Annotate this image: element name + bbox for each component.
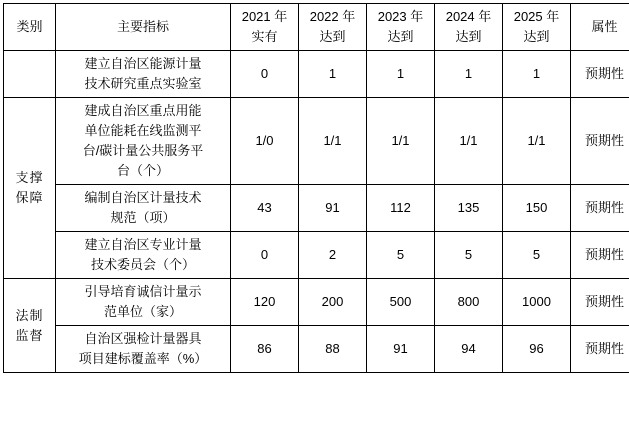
header-year-2021-line-2: 实有 — [251, 29, 278, 44]
indicator-line: 台（个） — [116, 163, 169, 178]
value-2023: 1 — [367, 51, 435, 98]
indicator-cell — [56, 185, 231, 232]
header-year-2022-line-2: 达到 — [319, 29, 346, 44]
table-row — [4, 51, 629, 98]
indicator-line: 自治区强检计量器具 — [84, 331, 202, 346]
header-category — [4, 4, 56, 51]
header-year-2021-line-1: 2021 年 — [241, 9, 288, 24]
value-2024: 800 — [435, 279, 503, 326]
indicator-line: 技术委员会（个） — [90, 257, 195, 272]
value-2025: 150 — [503, 185, 571, 232]
value-2022: 200 — [299, 279, 367, 326]
indicator-line: 台/碳计量公共服务平 — [82, 143, 204, 158]
table-row — [4, 98, 629, 185]
indicator-table — [3, 3, 629, 373]
table-body — [4, 51, 629, 373]
header-year-2025 — [503, 4, 571, 51]
header-year-2021 — [231, 4, 299, 51]
header-indicator — [56, 4, 231, 51]
value-2024: 5 — [435, 232, 503, 279]
indicator-line: 建立自治区能源计量 — [84, 56, 202, 71]
value-2025: 1000 — [503, 279, 571, 326]
indicator-line: 项目建标覆盖率（%） — [78, 351, 208, 366]
value-2023: 1/1 — [367, 98, 435, 185]
value-2023: 500 — [367, 279, 435, 326]
indicator-line: 单位能耗在线监测平 — [84, 123, 202, 138]
category-line: 支撑 — [15, 170, 44, 185]
table-row — [4, 185, 629, 232]
indicator-cell — [56, 98, 231, 185]
attribute-cell: 预期性 — [571, 232, 629, 279]
indicator-line: 技术研究重点实验室 — [84, 76, 202, 91]
indicator-line: 建成自治区重点用能 — [84, 103, 202, 118]
header-attribute — [571, 4, 629, 51]
header-year-2025-line-1: 2025 年 — [513, 9, 560, 24]
table-row — [4, 326, 629, 373]
indicator-cell — [56, 51, 231, 98]
value-2022: 1 — [299, 51, 367, 98]
indicator-line: 引导培育诚信计量示 — [84, 284, 202, 299]
value-2023: 112 — [367, 185, 435, 232]
indicator-line: 建立自治区专业计量 — [84, 237, 202, 252]
category-cell-support — [4, 98, 56, 279]
header-year-2024-line-2: 达到 — [455, 29, 482, 44]
header-year-2023 — [367, 4, 435, 51]
table-header-row — [4, 4, 629, 51]
indicator-line: 范单位（家） — [103, 304, 182, 319]
value-2022: 91 — [299, 185, 367, 232]
value-2021: 86 — [231, 326, 299, 373]
indicator-line: 规范（项） — [110, 210, 176, 225]
header-year-2022 — [299, 4, 367, 51]
header-year-2024-line-1: 2024 年 — [445, 9, 492, 24]
value-2025: 96 — [503, 326, 571, 373]
attribute-cell: 预期性 — [571, 279, 629, 326]
value-2024: 135 — [435, 185, 503, 232]
indicator-line: 编制自治区计量技术 — [84, 190, 202, 205]
header-year-2023-line-1: 2023 年 — [377, 9, 424, 24]
attribute-cell: 预期性 — [571, 185, 629, 232]
value-2022: 1/1 — [299, 98, 367, 185]
value-2024: 94 — [435, 326, 503, 373]
attribute-cell: 预期性 — [571, 326, 629, 373]
header-year-2024 — [435, 4, 503, 51]
value-2021: 0 — [231, 232, 299, 279]
category-cell-blank — [4, 51, 56, 98]
value-2025: 5 — [503, 232, 571, 279]
value-2023: 91 — [367, 326, 435, 373]
value-2022: 2 — [299, 232, 367, 279]
header-year-2022-line-1: 2022 年 — [309, 9, 356, 24]
header-year-2023-line-2: 达到 — [387, 29, 414, 44]
attribute-cell: 预期性 — [571, 98, 629, 185]
indicator-cell — [56, 279, 231, 326]
category-line: 法制 — [15, 307, 44, 323]
value-2023: 5 — [367, 232, 435, 279]
header-indicator-line-1: 主要指标 — [116, 19, 169, 34]
header-attribute-line-1: 属性 — [591, 19, 618, 34]
value-2021: 0 — [231, 51, 299, 98]
indicator-cell — [56, 326, 231, 373]
header-category-line-1: 类别 — [16, 19, 43, 34]
value-2024: 1 — [435, 51, 503, 98]
category-cell-legal — [4, 279, 56, 373]
table-row — [4, 279, 629, 326]
value-2025: 1 — [503, 51, 571, 98]
value-2021: 1/0 — [231, 98, 299, 185]
value-2022: 88 — [299, 326, 367, 373]
header-year-2025-line-2: 达到 — [523, 29, 550, 44]
indicator-cell — [56, 232, 231, 279]
table-header — [4, 4, 629, 51]
attribute-cell: 预期性 — [571, 51, 629, 98]
value-2021: 120 — [231, 279, 299, 326]
value-2021: 43 — [231, 185, 299, 232]
category-line: 保障 — [15, 190, 44, 205]
category-line: 监督 — [15, 327, 44, 343]
value-2024: 1/1 — [435, 98, 503, 185]
value-2025: 1/1 — [503, 98, 571, 185]
table-row — [4, 232, 629, 279]
